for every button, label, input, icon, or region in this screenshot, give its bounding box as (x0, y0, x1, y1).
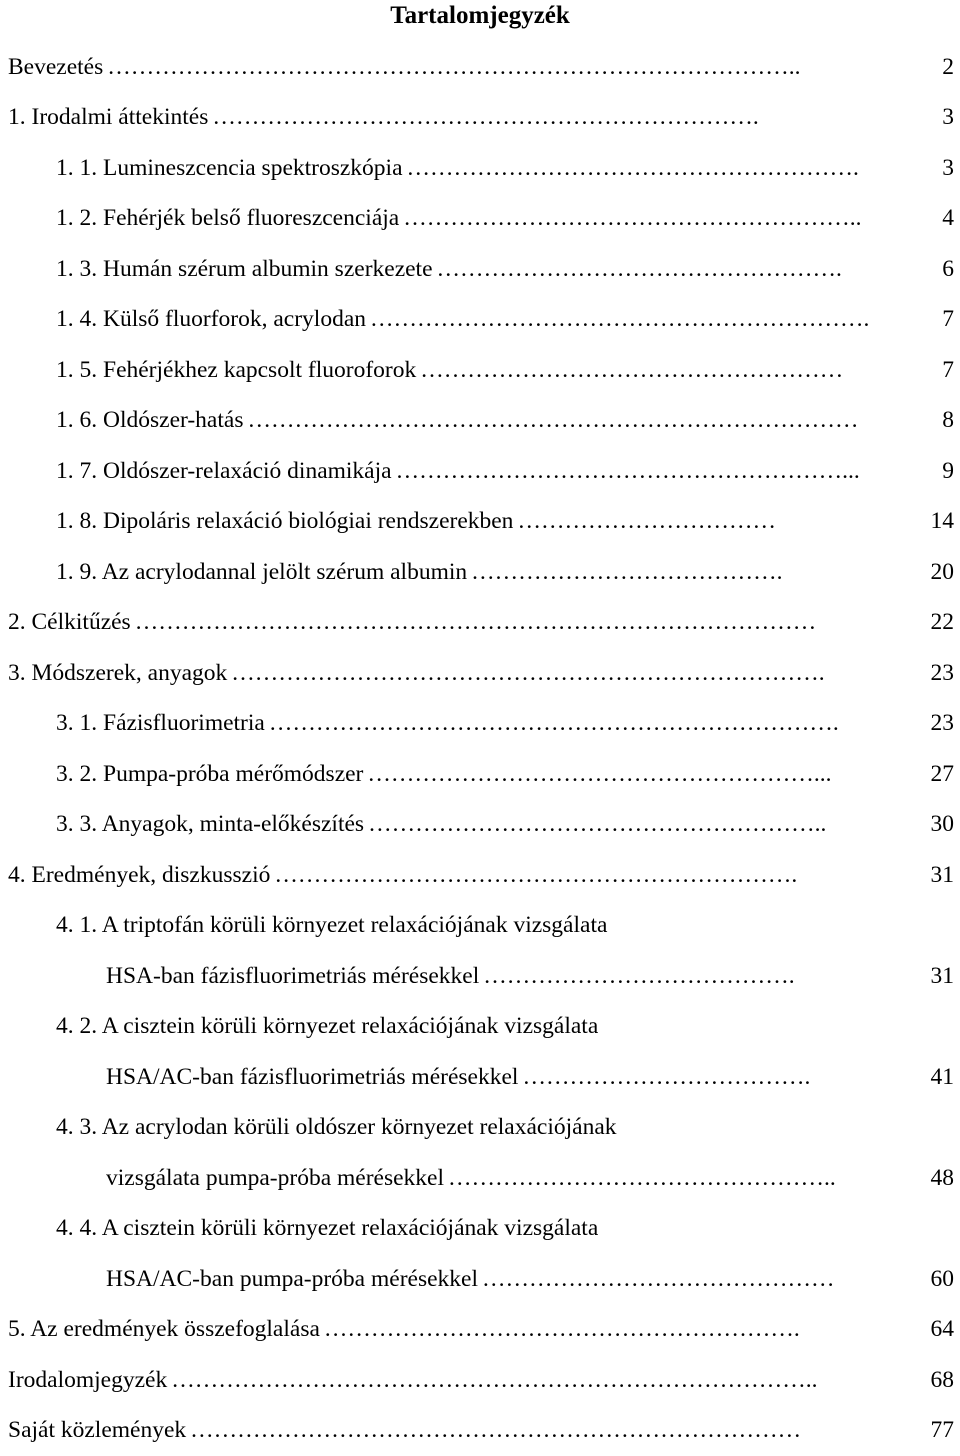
toc-entry-page: 31 (930, 962, 954, 989)
toc-entry-page: 2 (942, 53, 954, 80)
toc-entry-leader: …………………………………………………………. (274, 861, 798, 888)
toc-entry (0, 396, 960, 446)
toc-entry-page: 20 (930, 558, 954, 585)
toc-entry-leader: ………………………………………….. (448, 1164, 836, 1191)
toc-entry-leader: ……………………………………………………………. (212, 104, 759, 130)
toc-entry (0, 1355, 960, 1405)
toc-entry-title: 4. Eredmények, diszkusszió (8, 861, 271, 888)
toc-entry-title: 4. 3. Az acrylodan körüli oldószer környezet relaxációjának (56, 1114, 617, 1140)
toc-entry-title: 4. 2. A cisztein körüli környezet relaxációjának vizsgálata (56, 1013, 599, 1039)
toc-entry (0, 42, 960, 92)
toc-entry-leader: ………………………………. (522, 1063, 811, 1090)
toc-entry-title: 3. Módszerek, anyagok (8, 659, 228, 686)
toc-entry-title: 1. 8. Dipoláris relaxáció biológiai rendszerekben (56, 508, 514, 534)
toc-entry-title: Saját közlemények (8, 1417, 187, 1443)
toc-entry-leader: …………………………………. (483, 962, 795, 989)
toc-entry-page: 31 (930, 861, 954, 888)
toc-entry-title: 1. 4. Külső fluorforok, acrylodan (56, 306, 366, 332)
toc-entry-page: 60 (930, 1265, 954, 1292)
toc-entry-leader: ………………………………………………….. (403, 205, 862, 231)
toc-entry-leader: ……………………………………………………. (323, 1316, 800, 1342)
toc-entry-leader: ……………………………………………… (420, 356, 844, 383)
toc-entry-page: 3 (942, 154, 954, 181)
toc-entry-title: 3. 2. Pumpa-próba mérőmódszer (56, 760, 364, 787)
toc-entry-leader: …………………………………………………. (406, 154, 859, 181)
toc-entry (0, 547, 960, 597)
toc-entry-leader: ………………………………………………………. (370, 306, 870, 332)
toc-entry-leader: ………………………………………………….. (368, 811, 827, 837)
toc-entry (0, 194, 960, 244)
toc-entry-title: 1. 6. Oldószer-hatás (56, 407, 244, 433)
toc-entry-page: 27 (930, 760, 954, 787)
toc-entry-leader: …………………………………………………………………… (190, 1417, 802, 1443)
toc-entry (0, 1204, 960, 1254)
toc-entry (0, 446, 960, 496)
toc-entry (0, 1153, 960, 1203)
toc-entry-title: HSA/AC-ban fázisfluorimetriás mérésekkel (106, 1063, 519, 1090)
toc-entry-title: 1. 2. Fehérjék belső fluoreszcenciája (56, 205, 400, 231)
toc-entry-leader: …………………………………. (471, 558, 783, 585)
toc-entry-leader: …………………………………………………………………………… (134, 609, 817, 635)
toc-entry-leader: …………………………………………………... (395, 457, 860, 484)
toc-entry (0, 749, 960, 799)
toc-entry-leader: ……………………………………… (481, 1265, 835, 1292)
toc-entry (0, 648, 960, 698)
toc-entry-title: 2. Célkitűzés (8, 609, 131, 635)
toc-entry-page: 4 (942, 205, 954, 231)
toc-entry-leader: …………………………………………………... (367, 760, 832, 787)
toc-entry (0, 295, 960, 345)
toc-entry-title: 1. 5. Fehérjékhez kapcsolt fluoroforok (56, 356, 417, 383)
toc-entry (0, 901, 960, 951)
toc-entry-page: 8 (942, 407, 954, 433)
toc-entry (0, 1254, 960, 1304)
toc-entry-title: vizsgálata pumpa-próba mérésekkel (106, 1164, 444, 1191)
toc-entry-title: Bevezetés (8, 53, 104, 80)
toc-entry-page: 3 (942, 104, 954, 130)
toc-entry (0, 497, 960, 547)
toc-entry-page: 68 (930, 1366, 954, 1393)
toc-entry-title: 5. Az eredmények összefoglalása (8, 1316, 320, 1342)
toc-entry-leader: ……………………………………………………………………….. (171, 1366, 818, 1393)
toc-entry-page: 48 (930, 1164, 954, 1191)
toc-entry-title: HSA-ban fázisfluorimetriás mérésekkel (106, 962, 480, 989)
toc-entry-title: Irodalomjegyzék (8, 1366, 168, 1393)
toc-entry-title: 3. 3. Anyagok, minta-előkészítés (56, 811, 365, 837)
toc-entry (0, 850, 960, 900)
toc-entry-leader: …………………………… (517, 508, 776, 534)
toc-entry-page: 64 (930, 1316, 954, 1342)
toc-entry-page: 7 (942, 306, 954, 332)
toc-entry-leader: ……………………………………………. (436, 255, 842, 282)
toc-entry-title: 3. 1. Fázisfluorimetria (56, 710, 265, 736)
toc-entry-title: 1. Irodalmi áttekintés (8, 104, 209, 130)
toc-entry (0, 1002, 960, 1052)
toc-entry (0, 244, 960, 294)
toc-entry-page: 23 (930, 659, 954, 686)
toc-entry (0, 1406, 960, 1456)
toc-entry-page: 41 (930, 1063, 954, 1090)
toc-entry-title: 1. 1. Lumineszcencia spektroszkópia (56, 154, 403, 181)
toc-entry-leader: …………………………………………………………………… (247, 407, 859, 433)
toc-entry (0, 800, 960, 850)
toc-entry (0, 699, 960, 749)
toc-entry-leader: ………………………………………………………………. (268, 710, 839, 736)
toc-entry-title: 1. 9. Az acrylodannal jelölt szérum albumin (56, 558, 468, 585)
toc-entry (0, 143, 960, 193)
toc-entry (0, 345, 960, 395)
toc-entry-title: HSA/AC-ban pumpa-próba mérésekkel (106, 1265, 478, 1292)
page-title: Tartalomjegyzék (390, 2, 570, 29)
toc-entry-page: 9 (942, 457, 954, 484)
toc-entry-leader: …………………………………………………………………………….. (107, 53, 801, 80)
toc-entry (0, 1103, 960, 1153)
toc-entry-title: 4. 1. A triptofán körüli környezet relaxációjának vizsgálata (56, 912, 608, 938)
toc-entry (0, 951, 960, 1001)
toc-entry (0, 598, 960, 648)
toc-entry-leader: …………………………………………………………………. (231, 659, 825, 686)
toc-entry (0, 1052, 960, 1102)
toc-entry-title: 4. 4. A cisztein körüli környezet relaxációjának vizsgálata (56, 1215, 599, 1241)
toc-entry-page: 14 (930, 508, 954, 534)
toc-entry (0, 93, 960, 143)
toc-entry (0, 1305, 960, 1355)
toc-entry-page: 22 (930, 609, 954, 635)
toc-entry-page: 7 (942, 356, 954, 383)
toc-entry-page: 30 (930, 811, 954, 837)
toc-entry-page: 6 (942, 255, 954, 282)
toc-entry-title: 1. 7. Oldószer-relaxáció dinamikája (56, 457, 392, 484)
toc-entry-page: 77 (930, 1417, 954, 1443)
toc-entry-title: 1. 3. Humán szérum albumin szerkezete (56, 255, 433, 282)
toc-entry-page: 23 (930, 710, 954, 736)
